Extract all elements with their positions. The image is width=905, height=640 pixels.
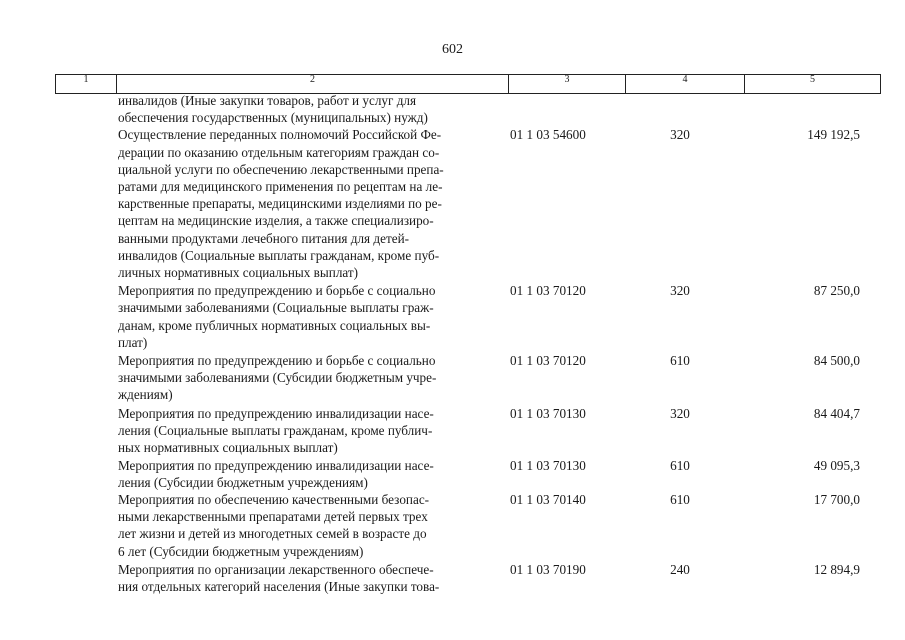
- description-line: инвалидов (Социальные выплаты гражданам, кроме пуб-: [118, 247, 440, 263]
- description-line: значимыми заболеваниями (Социальные выплаты граж-: [118, 300, 434, 316]
- row-amount: 87 250,0: [813, 283, 860, 299]
- row-amount: 49 095,3: [813, 457, 860, 473]
- description-line: ратами для медицинского применения по рецептам на ле-: [118, 179, 443, 194]
- row-description: [118, 491, 493, 560]
- table-row: [0, 561, 905, 595]
- header-col-3: 3: [509, 75, 626, 93]
- description-line: личных нормативных социальных выплат): [118, 265, 359, 281]
- description-line: циальной услуги по обеспечению лекарственными препа-: [118, 161, 444, 177]
- description-line: Мероприятия по обеспечению качественными безопас-: [118, 492, 430, 508]
- row-amount: 84 404,7: [813, 406, 860, 422]
- table-row: [0, 405, 905, 457]
- description-line: ждениям): [118, 387, 173, 403]
- row-description: [118, 282, 493, 351]
- description-line: плат): [118, 334, 148, 350]
- description-line: цептам на медицинские изделия, а также специализиро-: [118, 213, 434, 229]
- description-line: ления (Субсидии бюджетным учреждениям): [118, 474, 368, 490]
- description-line: лет жизни и детей из многодетных семей в возрасте до: [118, 526, 427, 542]
- description-line: ления (Социальные выплаты гражданам, кроме публич-: [118, 423, 433, 439]
- row-amount: 12 894,9: [813, 561, 860, 577]
- header-col-2: 2: [117, 75, 509, 93]
- description-line: ния отдельных категорий населения (Иные закупки това-: [118, 579, 440, 595]
- row-amount: 17 700,0: [813, 492, 860, 508]
- row-amount: 84 500,0: [813, 352, 860, 368]
- row-code: 01 1 03 70140: [510, 492, 586, 508]
- row-code: 01 1 03 54600: [510, 127, 586, 143]
- description-line: обеспечения государственных (муниципальных) нужд): [118, 110, 428, 126]
- row-amount: 149 192,5: [807, 127, 860, 143]
- description-line: инвалидов (Иные закупки товаров, работ и услуг для: [118, 93, 417, 108]
- row-code: 01 1 03 70120: [510, 352, 586, 368]
- description-line: Мероприятия по предупреждению инвалидизации насе-: [118, 457, 434, 473]
- description-line: данам, кроме публичных нормативных социальных вы-: [118, 317, 431, 333]
- description-line: карственные препараты, медицинскими изделиями по ре-: [118, 196, 442, 212]
- description-line: Осуществление переданных полномочий Российской Фе-: [118, 127, 442, 143]
- description-line: ванными продуктами лечебного питания для детей-: [118, 230, 410, 246]
- table-header: [55, 74, 881, 94]
- row-code: 01 1 03 70120: [510, 283, 586, 299]
- description-line: ных нормативных социальных выплат): [118, 440, 338, 456]
- row-description: [118, 405, 493, 457]
- table-row: [0, 457, 905, 491]
- header-col-5: 5: [810, 74, 815, 85]
- header-col-4: 4: [626, 75, 745, 93]
- table-row: [0, 126, 905, 282]
- row-description: [118, 352, 493, 404]
- description-line: значимыми заболеваниями (Субсидии бюджетным учре-: [118, 370, 437, 386]
- row-code: 01 1 03 70130: [510, 457, 586, 473]
- table-row: [0, 352, 905, 405]
- description-line: Мероприятия по предупреждению и борьбе с социально: [118, 283, 436, 299]
- row-expense-type: 320: [670, 283, 690, 299]
- description-line: Мероприятия по предупреждению и борьбе с социально: [118, 352, 436, 368]
- row-code: 01 1 03 70130: [510, 406, 586, 422]
- row-expense-type: 610: [670, 352, 690, 368]
- row-description: [118, 126, 493, 281]
- description-line: Мероприятия по организации лекарственного обеспече-: [118, 561, 434, 577]
- description-line: дерации по оказанию отдельным категориям граждан со-: [118, 144, 440, 160]
- table-row: [0, 282, 905, 352]
- row-expense-type: 320: [670, 127, 690, 143]
- table-row: [0, 491, 905, 561]
- row-description: [118, 92, 493, 126]
- table-body: [0, 92, 905, 595]
- description-line: ными лекарственными препаратами детей первых трех: [118, 509, 428, 525]
- page-number: 602: [442, 42, 463, 57]
- row-expense-type: 320: [670, 406, 690, 422]
- description-line: 6 лет (Субсидии бюджетным учреждениям): [118, 543, 364, 559]
- row-expense-type: 610: [670, 457, 690, 473]
- row-expense-type: 610: [670, 492, 690, 508]
- description-line: Мероприятия по предупреждению инвалидизации насе-: [118, 406, 434, 422]
- row-description: [118, 457, 493, 491]
- row-code: 01 1 03 70190: [510, 561, 586, 577]
- header-col-1: 1: [56, 75, 117, 93]
- table-row: [0, 92, 905, 126]
- row-expense-type: 240: [670, 561, 690, 577]
- row-description: [118, 561, 493, 595]
